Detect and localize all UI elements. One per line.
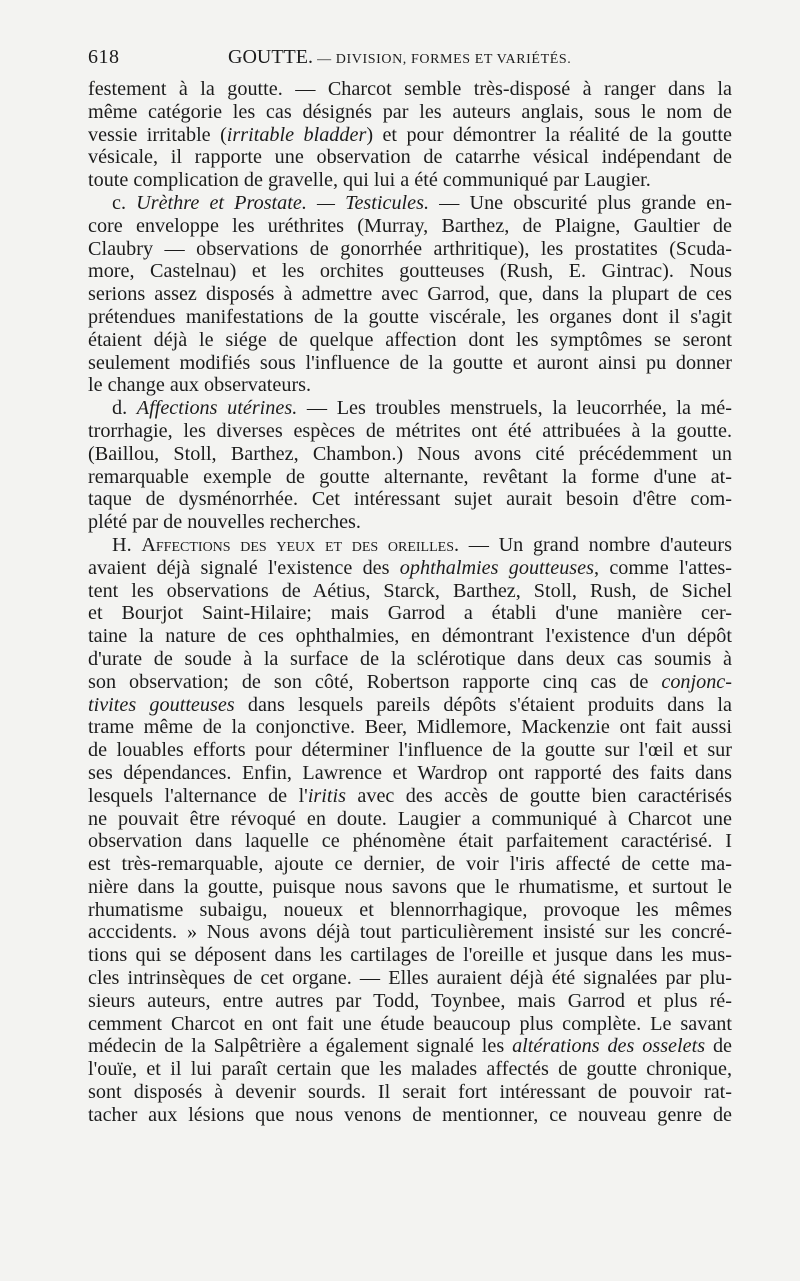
text-line: remarquable exemple de goutte alternante, revêtant la forme d'une at- xyxy=(88,465,732,488)
text-line: d. Affections utérines. — Les troubles menstruels, la leucorrhée, la mé- xyxy=(112,397,732,420)
body-text xyxy=(88,78,732,1127)
text-line: cemment Charcot en ont fait une étude beaucoup plus complète. Le savant xyxy=(88,1012,732,1035)
text-line: more, Castelnau) et les orchites goutteuses (Rush, E. Gintrac). Nous xyxy=(88,260,732,283)
text-line: trorrhagie, les diverses espèces de métrites ont été attribuées à la goutte. xyxy=(88,419,732,442)
text-line: H. Affections des yeux et des oreilles. — Un grand nombre d'auteurs xyxy=(112,533,732,556)
text-line: trame même de la conjonctive. Beer, Midlemore, Mackenzie ont fait aussi xyxy=(88,716,732,739)
text-line: vésicale, il rapporte une observation de catarrhe vésical indépendant de xyxy=(88,146,732,169)
text-line: cles intrinsèques de cet organe. — Elles auraient déjà été signalées par plu- xyxy=(88,967,732,990)
text-line: son observation; de son côté, Robertson rapporte cinq cas de conjonc- xyxy=(88,670,732,693)
text-line: prétendues manifestations de la goutte viscérale, les organes dont il s'agit xyxy=(88,305,732,328)
text-line: le change aux observateurs. xyxy=(88,374,312,397)
paragraph-urethre-prostate xyxy=(88,192,732,397)
text-line: avaient déjà signalé l'existence des ophthalmies goutteuses, comme l'attes- xyxy=(88,556,732,579)
text-line: sieurs auteurs, entre autres par Todd, Toynbee, mais Garrod et plus ré- xyxy=(88,989,732,1012)
running-header xyxy=(88,46,732,70)
text-line: tions qui se déposent dans les cartilages de l'oreille et jusque dans les mus- xyxy=(88,944,732,967)
text-line: étaient déjà le siége de quelque affection dont les symptômes se seront xyxy=(88,328,732,351)
text-line: ses dépendances. Enfin, Lawrence et Wardrop ont rapporté des faits dans xyxy=(88,761,732,784)
paragraph-affections-uterines xyxy=(88,397,732,534)
text-line: lesquels l'alternance de l'iritis avec des accès de goutte bien caractérisés xyxy=(88,784,732,807)
text-line: nière dans la goutte, puisque nous savons que le rhumatisme, et surtout le xyxy=(88,875,732,898)
text-line: est très-remarquable, ajoute ce dernier, de voir l'iris affecté de cette ma- xyxy=(88,853,732,876)
text-line: serions assez disposés à admettre avec Garrod, que, dans la plupart de ces xyxy=(88,283,732,306)
text-line: rhumatisme subaigu, noueux et blennorrhagique, provoque les mêmes xyxy=(88,898,732,921)
text-line: même catégorie les cas désignés par les auteurs anglais, sous le nom de xyxy=(88,100,732,123)
text-line: l'ouïe, et il lui paraît certain que les malades affectés de goutte chronique, xyxy=(88,1058,732,1081)
text-line: de louables efforts pour déterminer l'influence de la goutte sur l'œil et sur xyxy=(88,739,732,762)
text-line: core enveloppe les uréthrites (Murray, Barthez, de Plaigne, Gaultier de xyxy=(88,214,732,237)
text-line: toute complication de gravelle, qui lui a été communiqué par Laugier. xyxy=(88,169,651,192)
running-title-subtitle: — DIVISION, FORMES ET VARIÉTÉS. xyxy=(312,52,572,67)
text-line: seulement modifiés sous l'influence de la goutte et auront ainsi pu donner xyxy=(88,351,732,374)
text-line: festement à la goutte. — Charcot semble très-disposé à ranger dans la xyxy=(88,78,732,100)
text-line: tivites goutteuses dans lesquels pareils dépôts s'étaient produits dans la xyxy=(88,693,732,716)
text-line: et Bourjot Saint-Hilaire; mais Garrod a établi d'une manière cer- xyxy=(88,602,732,625)
text-line: tacher aux lésions que nous venons de mentionner, ce nouveau genre de xyxy=(88,1103,732,1126)
paragraph-vessie xyxy=(88,78,732,192)
text-line: vessie irritable (irritable bladder) et pour démontrer la réalité de la goutte xyxy=(88,123,732,146)
text-line: plété par de nouvelles recherches. xyxy=(88,511,361,534)
text-line: taine la nature de ces ophthalmies, en démontrant l'existence d'un dépôt xyxy=(88,625,732,648)
text-line: ne pouvait être révoqué en doute. Laugier a communiqué à Charcot une xyxy=(88,807,732,830)
text-line: taque de dysménorrhée. Cet intéressant sujet aurait besoin d'être com- xyxy=(88,488,732,511)
text-line: (Baillou, Stoll, Barthez, Chambon.) Nous avons cité précédemment un xyxy=(88,442,732,465)
text-line: acccidents. » Nous avons déjà tout particulièrement insisté sur les concré- xyxy=(88,921,732,944)
text-line: d'urate de soude à la surface de la sclérotique dans deux cas soumis à xyxy=(88,647,732,670)
text-line: observation dans laquelle ce phénomène était parfaitement caractérisé. I xyxy=(88,830,732,853)
text-line: c. Urèthre et Prostate. — Testicules. — Une obscurité plus grande en- xyxy=(112,191,733,214)
running-title xyxy=(228,46,571,69)
page-number: 618 xyxy=(88,46,120,68)
running-title-main: GOUTTE. xyxy=(228,46,313,68)
text-line: tent les observations de Aétius, Starck, Barthez, Stoll, Rush, de Sichel xyxy=(88,579,732,602)
text-line: médecin de la Salpêtrière a également signalé les altérations des osselets de xyxy=(88,1035,733,1058)
text-line: Claubry — observations de gonorrhée arthritique), les prostatites (Scuda- xyxy=(88,237,732,260)
paragraph-yeux-oreilles xyxy=(88,534,732,1127)
text-line: sont disposés à devenir sourds. Il serait fort intéressant de pouvoir rat- xyxy=(88,1081,732,1104)
